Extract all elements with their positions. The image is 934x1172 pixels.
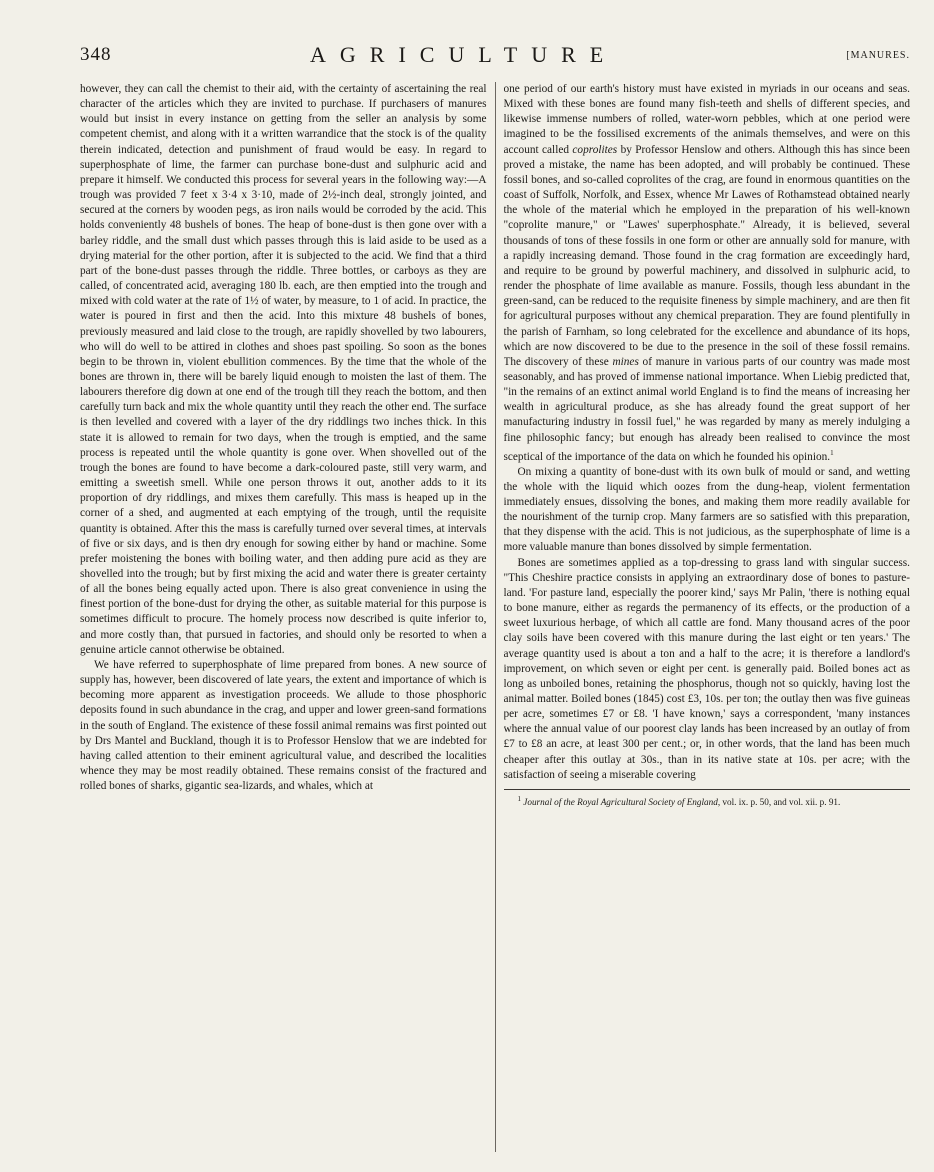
italic-term: coprolites	[572, 143, 618, 156]
footnote	[504, 793, 911, 808]
footnote-number: 1	[517, 794, 521, 803]
paragraph: however, they can call the chemist to their aid, with the certainty of ascertaining the real character of the articles which they are invited to purchase. If purchasers of manures would but insist in every instance on getting from the seller an analysis by some competent chemist, and along with it a written warrandice that the stock is of the quality therein indicated, detection and punishment of fraud would be easy. In regard to superphosphate of lime, the farmer can purchase bone-dust and sulphuric acid and prepare it himself. We conducted this process for several years in the following way:—A trough was provided 7 feet x 3·4 x 3·10, made of 2½-inch deal, strongly jointed, and secured at the corners by wooden pegs, as iron nails would be corroded by the acid. This holds conveniently 48 bushels of bones. The heap of bone-dust is then gone over with a barley riddle, and the small dust which passes through this is laid aside to be used as a drying material for the other portion, after it is subjected to the acid. We find that a third part of the bone-dust passes through the riddle. Three bottles, or carboys as they are called, of concentrated acid, averaging 180 lb. each, are then emptied into the trough and mixed with cold water at the rate of 1½ of water, by measure, to 1 of acid. In practice, the water is poured in first and then the acid. Into this mixture 48 bushels of bones, previously measured and laid close to the trough, are rapidly shovelled by two labourers, who will do well to be attired in clothes and shoes past spoiling. So soon as the bones begin to be thrown in, violent ebullition commences. By the time that the whole of the bones are thrown in, there will be barely liquid enough to moisten the last of them. The labourers therefore dig down at one end of the trough till they reach the bottom, and then carefully turn back and mix the whole quantity until they reach the other end. The surface is then levelled and covered with a layer of the dry riddlings two inches thick. In this state it is allowed to remain for two days, when the trough is emptied, and the same process is repeated until the whole quantity is gone over. When shovelled out of the trough the bones are found to have become a dark-coloured paste, still very warm, and emitting a sweetish smell. While one person throws it out, another adds to it its proportion of dry riddlings, and mixes them carefully. This mass is heaped up in the corner of a shed, and augmented at each emptying of the trough, until the requisite quantity is obtained. After this the mass is carefully turned over several times, at intervals of five or six days, and is then dry enough for sowing either by hand or machine. Some prefer moistening the bones with boiling water, and then adding pure acid as they are shovelled into the trough; but by first mixing the acid and water there is greater certainty of all the bones being equally acted upon. There is also great convenience in using the finest portion of the bone-dust for drying the other, as suitable material for this purpose is sometimes difficult to procure. The homely process now described is quite inferior to, and more costly than, that pursued in factories, and should only be resorted to when a genuine article cannot otherwise be obtained.	[80, 83, 487, 656]
text-run: of manure in various parts of our country was made most seasonably, and has proved of immense national importance. When Liebig predicted that, "in the remains of an extinct animal world England is to find the means of increasing her wealth in agricultural produce, as she has already found the great support of her manufacturing industry in fossil fuel," he was regarded by many as merely indulging a fine philosophic fancy; but enough has already been realised to convince the most sceptical of the importance of the data on which he founded his opinion.	[503, 355, 910, 463]
footnote-journal: Journal of the Royal Agricultural Society of England	[523, 797, 718, 808]
text-run: by Professor Henslow and others. Although this has since been proved a mistake, the name has been adopted, and will probably be continued. These fossil bones, and so-called coprolites of the crag, are found in enormous quantities on the coast of Suffolk, Norfolk, and Essex, whence Mr Lawes of Rothamstead obtained nearly the whole of the material which he employed in the preparation of his well-known "coprolite manure," or "Lawes' superphosphate." Already, it is believed, several thousands of tons of these fossils in one form or other are annually sold for manure, with a rapidly increasing demand. Those found in the crag formation are exceedingly hard, and require to be ground by powerful machinery, and dissolved in sulphuric acid, to render the phosphate of lime available as manure. Fossils, though less abundant in the green-sand, can be reduced to the requisite fineness by simple machinery, and are then fit for agricultural purposes without any chemical preparation. They are found plentifully in the parish of Farnham, so long celebrated for the excellence and abundance of its hops, which are now discovered to be due to the presence in the soil of these fossil remains. The discovery of these	[503, 143, 910, 368]
footnote-reference: 1	[830, 448, 834, 457]
italic-term: mines	[612, 355, 639, 368]
footnote-rule	[504, 789, 911, 790]
paragraph: On mixing a quantity of bone-dust with its own bulk of mould or sand, and wetting the whole with the liquid which oozes from the dung-heap, violent fermentation immediately ensues, dissolving the bones, and making them more readily available for the nourishment of the turnip crop. Many farmers are so satisfied with this preparation, that they dispense with the acid. This is not judicious, as the superphosphate of lime is a more valuable manure than bones dissolved by simple fermentation.	[503, 465, 910, 554]
section-tag: [MANURES.	[846, 50, 910, 61]
page-header	[80, 36, 910, 76]
page-number: 348	[80, 44, 112, 65]
column-divider	[495, 82, 496, 1152]
left-column	[80, 82, 487, 1152]
right-column	[504, 82, 911, 1152]
book-page	[80, 36, 910, 1156]
text-columns	[80, 82, 910, 1152]
paragraph	[504, 82, 911, 465]
running-title: AGRICULTURE	[310, 42, 618, 67]
paragraph: We have referred to superphosphate of lime prepared from bones. A new source of supply has, however, been discovered of late years, the extent and importance of which is becoming more apparent as investigation proceeds. We allude to those phosphoric deposits found in such abundance in the crag, and upper and lower green-sand formations in the south of England. The existence of these fossil animal remains was first pointed out by Drs Mantel and Buckland, though it is to Professor Henslow that we are indebted for having called attention to their eminent agricultural value, and described the localities whence they may be most readily obtained. These remains consist of the fractured and rolled bones of sharks, gigantic sea-lizards, and whales, which at	[80, 658, 487, 793]
text-run: one period of our earth's history must have existed in myriads in our oceans and seas. Mixed with these bones are found many fish-teeth and shells of different species, and likewise immense numbers of rolled, water-worn pebbles, which at one period were imagined to be the fossilised excrements of the animals themselves, and were on this account called	[503, 83, 910, 156]
footnote-citation: , vol. ix. p. 50, and vol. xii. p. 91.	[717, 797, 841, 808]
paragraph: Bones are sometimes applied as a top-dressing to grass land with singular success. "This Cheshire practice consists in applying an extraordinary dose of bones to pasture-land. 'For pasture land, especially the poorer kind,' says Mr Palin, 'there is nothing equal to bone manure, either as regards the permanency of its effects, or the production of a sweet luxurious herbage, of which all cattle are fond. Many thousand acres of the poor clay soils have been covered with this manure during the last eight or ten years.' The average quantity used is about a ton and a half to the acre; it is therefore a landlord's improvement, on which seven or eight per cent. is generally paid. Boiled bones act as long as unboiled bones, retaining the phosphorus, though not so quickly, having lost the animal matter. Boiled bones (1845) cost £3, 10s. per ton; the outlay then was five guineas per acre, sometimes £7 or £8. 'I have known,' says a correspondent, 'many instances where the annual value of our poorest clay lands has been increased by an outlay of from £7 to £8 an acre, at least 300 per cent.; or, in other words, that the land has been much cheaper after this outlay at 30s., than in its native state at 10s. per acre; with the satisfaction of seeing a miserable covering	[503, 556, 910, 781]
